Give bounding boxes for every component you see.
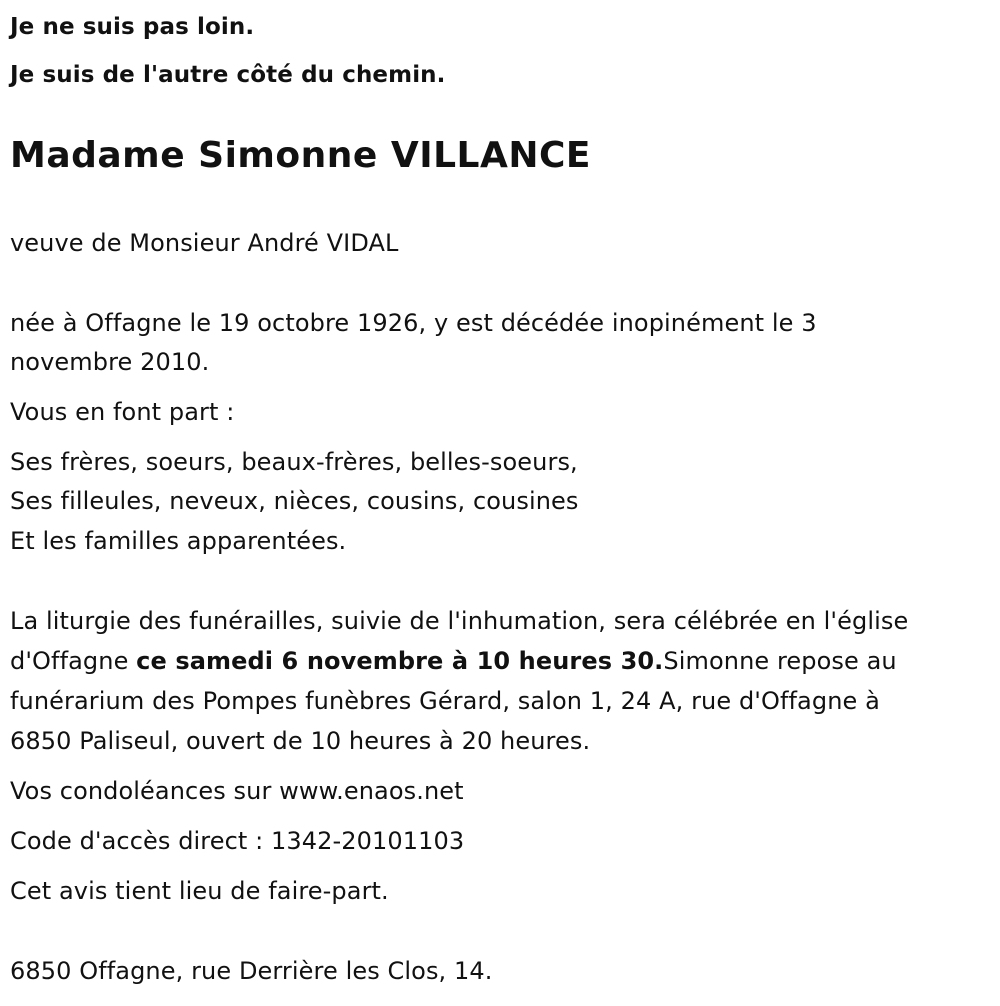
- funeral-line-2: [10, 646, 897, 676]
- family-address: 6850 Offagne, rue Derrière les Clos, 14.: [10, 957, 493, 985]
- access-code: Code d'accès direct : 1342-20101103: [10, 827, 465, 855]
- deceased-name: Madame Simonne VILLANCE: [10, 135, 591, 176]
- announcer-line: Et les familles apparentées.: [10, 527, 347, 555]
- funeral-church: d'Offagne: [10, 647, 137, 675]
- funeral-repose: Simonne repose au: [663, 647, 897, 675]
- verse-line-1: Je ne suis pas loin.: [10, 14, 255, 40]
- funeral-line-1: La liturgie des funérailles, suivie de l'inhumation, sera célébrée en l'église: [10, 607, 909, 635]
- funeral-line-4: 6850 Paliseul, ouvert de 10 heures à 20 heures.: [10, 727, 591, 755]
- notice-text: Cet avis tient lieu de faire-part.: [10, 877, 389, 905]
- condolences-site: Vos condoléances sur www.enaos.net: [10, 777, 464, 805]
- widow-of: veuve de Monsieur André VIDAL: [10, 229, 399, 257]
- announcers-intro: Vous en font part :: [10, 398, 235, 426]
- funeral-line-3: funérarium des Pompes funèbres Gérard, salon 1, 24 A, rue d'Offagne à: [10, 687, 880, 715]
- birth-death-line-2: novembre 2010.: [10, 348, 210, 376]
- funeral-date-time: ce samedi 6 novembre à 10 heures 30.: [136, 647, 664, 675]
- verse-line-2: Je suis de l'autre côté du chemin.: [10, 62, 446, 88]
- birth-death-line-1: née à Offagne le 19 octobre 1926, y est décédée inopinément le 3: [10, 309, 817, 337]
- announcer-line: Ses filleules, neveux, nièces, cousins, cousines: [10, 487, 579, 515]
- announcer-line: Ses frères, soeurs, beaux-frères, belles-soeurs,: [10, 448, 578, 476]
